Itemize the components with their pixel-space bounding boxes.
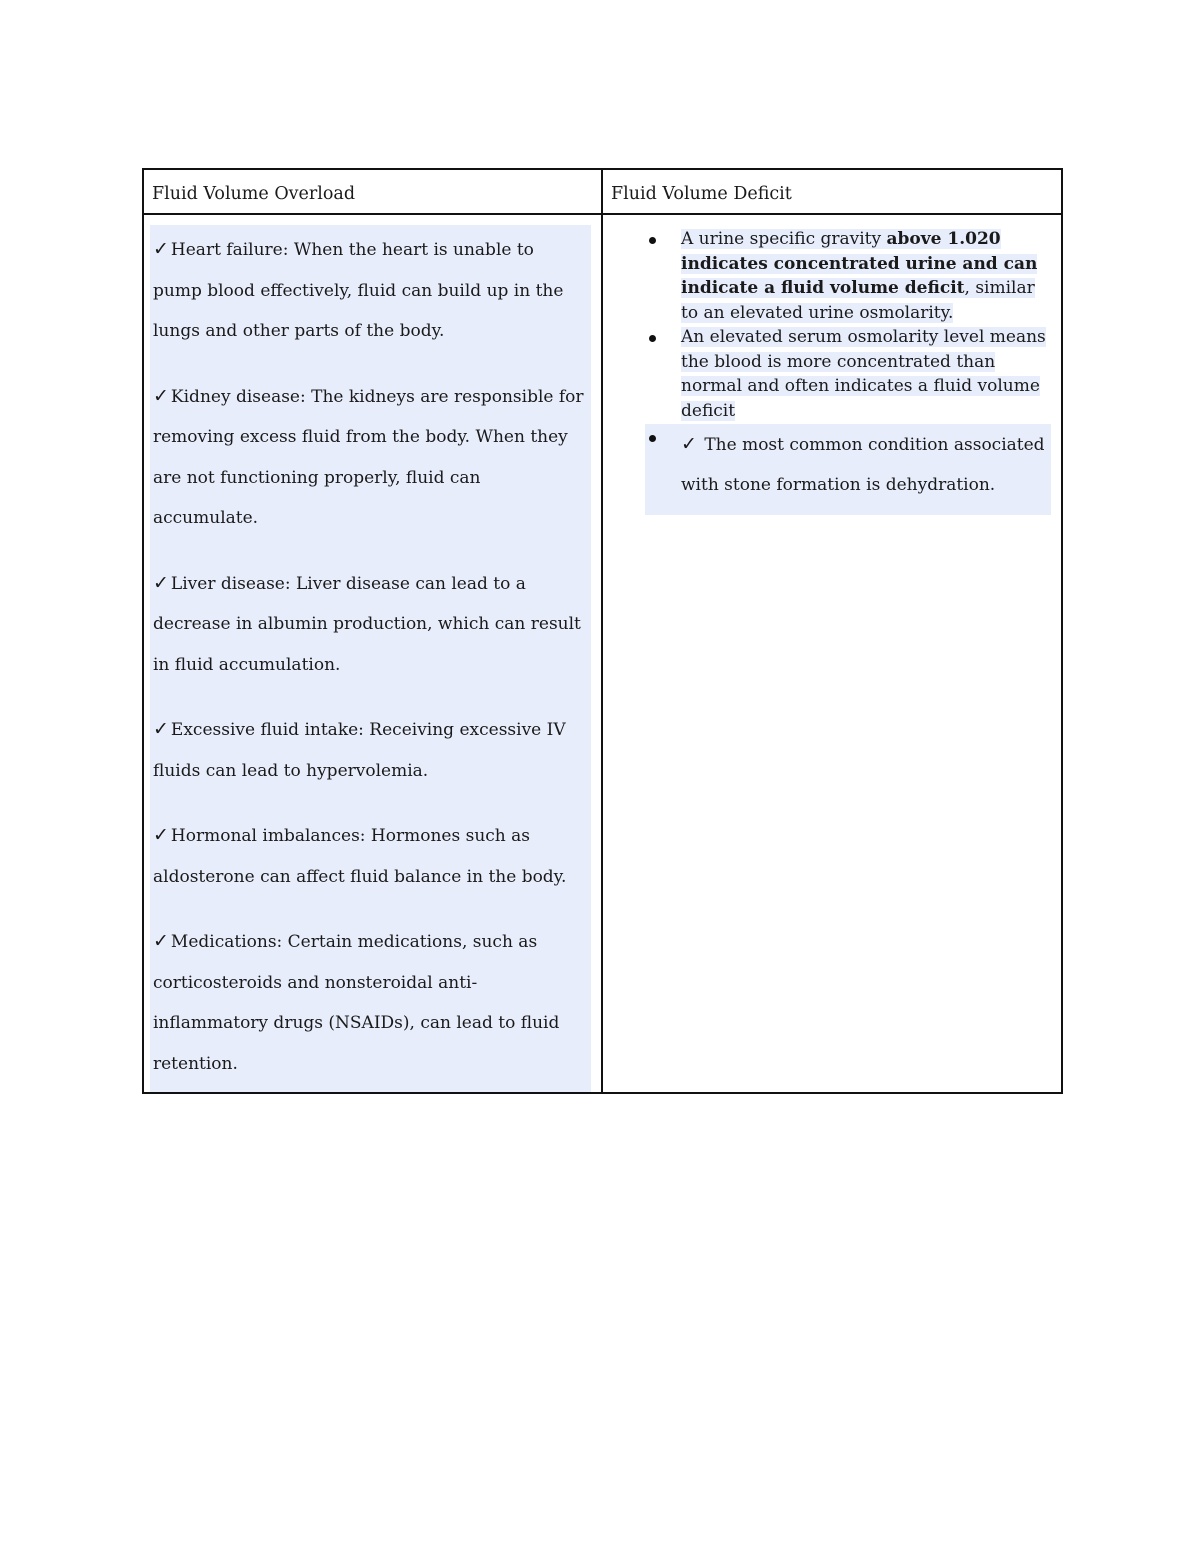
header-fluid-volume-overload: Fluid Volume Overload xyxy=(143,169,602,214)
checkmark-icon: ✓ xyxy=(153,824,169,846)
checkmark-icon: ✓ xyxy=(681,433,697,455)
checkmark-icon: ✓ xyxy=(153,718,169,740)
list-item xyxy=(645,424,1051,515)
list-item xyxy=(153,921,587,1084)
checkmark-icon: ✓ xyxy=(153,571,169,594)
list-item-text: The most common condition associated with stone formation is dehydration. xyxy=(681,435,1045,495)
list-item-text: Excessive fluid intake: Receiving excessive IV fluids can lead to hypervolemia. xyxy=(153,720,566,781)
deficit-cell xyxy=(602,214,1062,1093)
overload-cell xyxy=(143,214,602,1093)
checkmark-icon: ✓ xyxy=(153,930,169,952)
list-item xyxy=(153,376,587,539)
list-item-text: A urine specific gravity xyxy=(681,229,887,249)
bullet-icon xyxy=(649,435,656,442)
list-item-text-end: , similar to an elevated urine osmolarity. xyxy=(681,278,1035,323)
table-body-row xyxy=(143,214,1062,1093)
list-item-text: Heart failure: When the heart is unable to pump blood effectively, fluid can build up in the lungs and other parts of the body. xyxy=(153,240,564,341)
checkmark-icon: ✓ xyxy=(153,384,169,407)
list-item xyxy=(153,815,587,897)
overload-list xyxy=(150,225,591,1092)
list-item-text: Liver disease: Liver disease can lead to a decrease in albumin production, which can result in fluid accumulation. xyxy=(153,573,581,675)
list-item-text: An elevated serum osmolarity level means the blood is more concentrated than normal and often indicates a fluid volume deficit xyxy=(681,327,1046,421)
bullet-icon xyxy=(649,237,656,244)
list-item-text: Medications: Certain medications, such as corticosteroids and nonsteroidal anti-inflammatory drugs (NSAIDs), can lead to fluid retention. xyxy=(153,932,560,1074)
list-item-text: Hormonal imbalances: Hormones such as aldosterone can affect fluid balance in the body. xyxy=(153,826,567,887)
bullet-icon xyxy=(649,335,656,342)
list-item xyxy=(645,325,1051,423)
list-item xyxy=(153,709,587,791)
list-item xyxy=(153,563,587,686)
fluid-volume-table xyxy=(142,168,1063,1094)
header-fluid-volume-deficit: Fluid Volume Deficit xyxy=(602,169,1062,214)
list-item-bold-text: above 1.020 indicates concentrated urine and can indicate a fluid volume deficit xyxy=(681,229,1038,298)
checkmark-icon: ✓ xyxy=(153,238,169,260)
list-item xyxy=(645,227,1051,325)
table-header-row xyxy=(143,169,1062,214)
deficit-list xyxy=(645,227,1051,515)
list-item xyxy=(153,229,587,352)
list-item-text: Kidney disease: The kidneys are responsible for removing excess fluid from the body. When they are not functioning properly, fluid can accumulate. xyxy=(153,386,584,528)
